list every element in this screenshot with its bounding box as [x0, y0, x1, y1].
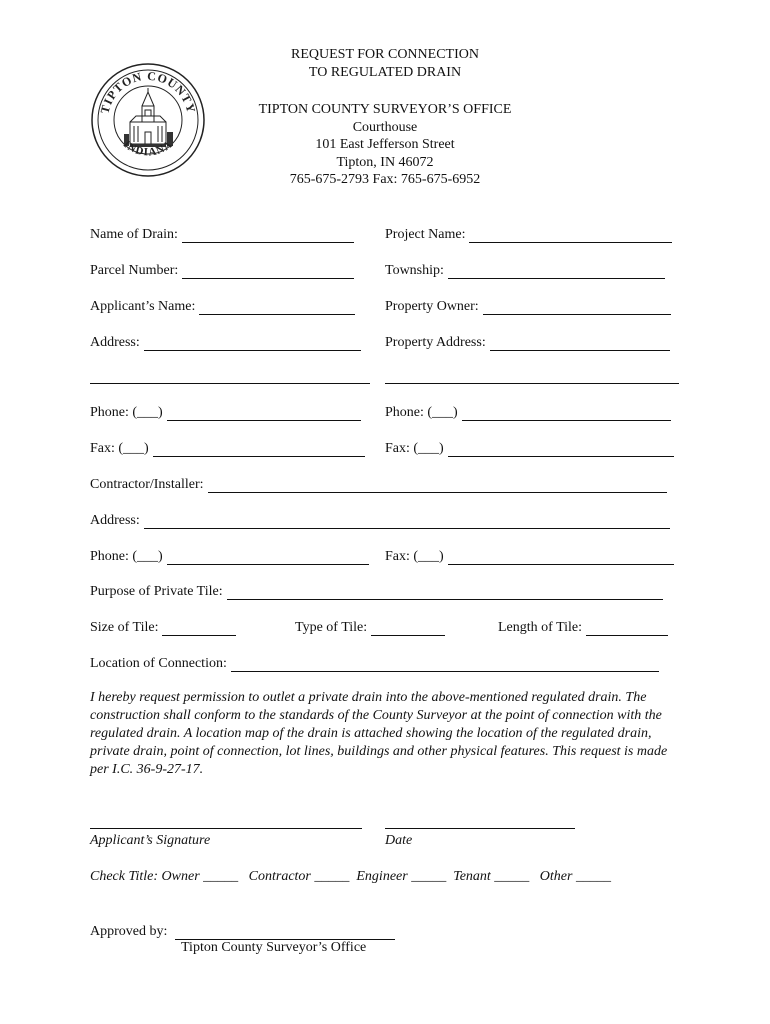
owner-phone-blank[interactable] — [462, 406, 671, 421]
contractor-phone-field[interactable] — [90, 547, 369, 565]
applicant-phone-label: Phone: (___) — [90, 405, 163, 420]
property-owner-field[interactable] — [385, 297, 671, 315]
parcel-number-blank[interactable] — [182, 264, 354, 279]
parcel-number-field[interactable] — [90, 261, 354, 279]
property-address-label: Property Address: — [385, 335, 486, 350]
address-label: Address: — [90, 335, 140, 350]
date-line[interactable] — [385, 828, 575, 829]
address-field[interactable] — [90, 333, 361, 351]
applicant-fax-field[interactable] — [90, 439, 365, 457]
contractor-label: Contractor/Installer: — [90, 477, 204, 492]
date-label: Date — [385, 833, 413, 848]
contractor-phone-label: Phone: (___) — [90, 549, 163, 564]
applicant-fax-blank[interactable] — [153, 442, 365, 457]
project-name-blank[interactable] — [469, 228, 672, 243]
approving-office: Tipton County Surveyor’s Office — [181, 940, 367, 955]
applicant-name-label: Applicant’s Name: — [90, 299, 196, 314]
location-blank[interactable] — [231, 657, 659, 672]
contractor-fax-label: Fax: (___) — [385, 549, 444, 564]
seal-top-text: TIPTON COUNTY — [97, 68, 199, 115]
purpose-field[interactable] — [90, 582, 663, 600]
owner-phone-field[interactable] — [385, 403, 671, 421]
type-of-tile-label: Type of Tile: — [295, 620, 368, 635]
approved-by-blank[interactable] — [175, 925, 395, 940]
property-address-blank[interactable] — [490, 336, 670, 351]
contractor-fax-field[interactable] — [385, 547, 674, 565]
name-of-drain-field[interactable] — [90, 225, 354, 243]
contractor-field[interactable] — [90, 475, 667, 493]
applicant-signature-label: Applicant’s Signature — [90, 833, 211, 848]
owner-fax-field[interactable] — [385, 439, 674, 457]
office-street: 101 East Jefferson Street — [315, 137, 455, 152]
property-owner-blank[interactable] — [483, 300, 671, 315]
applicant-phone-blank[interactable] — [167, 406, 361, 421]
name-of-drain-label: Name of Drain: — [90, 227, 178, 242]
type-of-tile-field[interactable] — [295, 618, 445, 636]
owner-fax-label: Fax: (___) — [385, 441, 444, 456]
applicant-name-blank[interactable] — [199, 300, 355, 315]
address-blank[interactable] — [144, 336, 361, 351]
township-label: Township: — [385, 263, 444, 278]
contractor-address-field[interactable] — [90, 511, 670, 529]
township-field[interactable] — [385, 261, 665, 279]
office-city: Tipton, IN 46072 — [336, 154, 434, 170]
county-seal — [90, 62, 206, 178]
seal-bottom-text: INDIANA — [120, 138, 176, 159]
applicant-fax-label: Fax: (___) — [90, 441, 149, 456]
applicant-signature-line[interactable] — [90, 828, 362, 829]
location-field[interactable] — [90, 654, 659, 672]
location-label: Location of Connection: — [90, 656, 227, 671]
project-name-label: Project Name: — [385, 227, 466, 242]
property-owner-label: Property Owner: — [385, 299, 479, 314]
svg-text:TIPTON COUNTY — [98, 69, 199, 115]
property-address-line-2[interactable] — [385, 383, 679, 384]
name-of-drain-blank[interactable] — [182, 228, 354, 243]
approved-by-field[interactable] — [90, 922, 395, 940]
length-of-tile-field[interactable] — [498, 618, 668, 636]
contractor-blank[interactable] — [208, 478, 667, 493]
project-name-field[interactable] — [385, 225, 672, 243]
address-line-2[interactable] — [90, 383, 370, 384]
applicant-phone-field[interactable] — [90, 403, 361, 421]
applicant-name-field[interactable] — [90, 297, 355, 315]
contractor-address-blank[interactable] — [144, 514, 670, 529]
office-building: Courthouse — [352, 119, 418, 135]
size-of-tile-label: Size of Tile: — [90, 620, 159, 635]
request-statement: I hereby request permission to outlet a private drain into the above-mentioned regulated drain. The construction shall conform to the standards of the County Surveyor at the point of connection with the regulated drain. A location map of the drain is attached showing the location of the regulated drain, private drain, point of connection, lot lines, buildings and other physical features. This request is made per I.C. 36-9-27-17. — [90, 690, 668, 777]
owner-phone-label: Phone: (___) — [385, 405, 458, 420]
township-blank[interactable] — [448, 264, 665, 279]
owner-fax-blank[interactable] — [448, 442, 674, 457]
title-line-1: REQUEST FOR CONNECTION — [291, 47, 479, 62]
contractor-fax-blank[interactable] — [448, 550, 674, 565]
length-of-tile-label: Length of Tile: — [498, 620, 583, 635]
office-phones: 765-675-2793 Fax: 765-675-6952 — [289, 172, 481, 187]
title-line-2: TO REGULATED DRAIN — [308, 64, 462, 80]
type-of-tile-blank[interactable] — [371, 621, 445, 636]
contractor-address-label: Address: — [90, 513, 140, 528]
check-title-row[interactable]: Check Title: Owner _____ Contractor _____ Engineer _____ Tenant _____ Other _____ — [90, 869, 611, 884]
parcel-number-label: Parcel Number: — [90, 263, 179, 278]
approved-by-label: Approved by: — [90, 924, 168, 939]
length-of-tile-blank[interactable] — [586, 621, 668, 636]
svg-text:INDIANA — [121, 138, 175, 158]
purpose-label: Purpose of Private Tile: — [90, 584, 223, 599]
property-address-field[interactable] — [385, 333, 670, 351]
office-name: TIPTON COUNTY SURVEYOR’S OFFICE — [258, 102, 512, 117]
size-of-tile-field[interactable] — [90, 618, 236, 636]
form-title — [200, 46, 570, 81]
contractor-phone-blank[interactable] — [167, 550, 369, 565]
purpose-blank[interactable] — [227, 585, 663, 600]
size-of-tile-blank[interactable] — [162, 621, 236, 636]
office-address-block — [200, 101, 570, 189]
